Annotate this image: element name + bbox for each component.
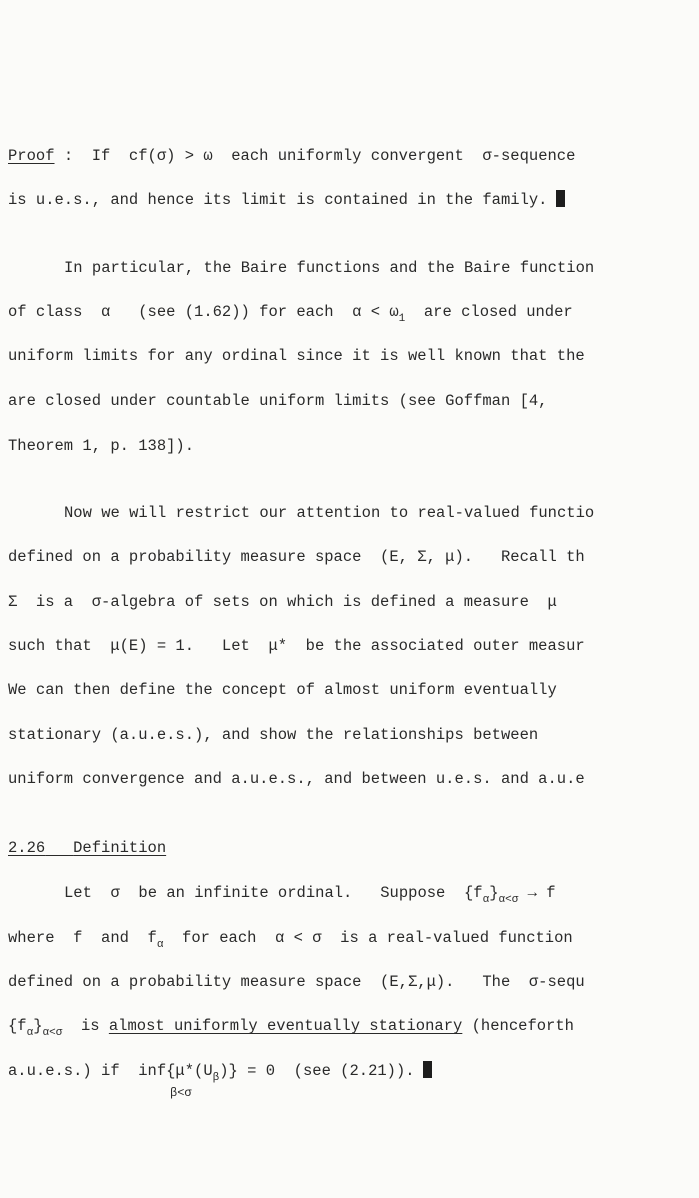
text-line: Σ is a σ-algebra of sets on which is defined a measure μ <box>8 593 557 611</box>
line-text: } <box>489 884 499 902</box>
line-text: a.u.e.s.) if inf{μ*(U <box>8 1062 213 1080</box>
text-line: are closed under countable uniform limits (see Goffman [4, <box>8 392 548 410</box>
subscript: 1 <box>398 313 406 325</box>
defined-term: almost uniformly eventually stationary <box>108 1017 463 1035</box>
line-text: {f <box>8 1017 27 1035</box>
line-text: Let σ be an infinite ordinal. Suppose {f <box>64 884 483 902</box>
line-text: → f <box>518 884 556 902</box>
text-line: We can then define the concept of almost uniform eventually <box>8 681 557 699</box>
subscript: α <box>156 939 164 951</box>
definition-line: defined on a probability measure space (E,Σ,μ). The σ-sequ <box>8 973 585 991</box>
text-line: In particular, the Baire functions and the Baire function <box>64 259 595 277</box>
line-text: } <box>33 1017 43 1035</box>
text-line <box>8 190 565 210</box>
line-text: of class α (see (1.62)) for each α < ω <box>8 303 399 321</box>
text-line: Now we will restrict our attention to real-valued functio <box>64 504 595 522</box>
section-heading <box>8 838 166 858</box>
definition-line <box>8 1016 574 1038</box>
proof-label: Proof <box>8 147 55 165</box>
subscript: α <box>482 894 490 906</box>
subscript: β <box>212 1072 220 1084</box>
line-text: are closed under <box>405 303 573 321</box>
definition-line <box>8 1061 432 1083</box>
line-text: where f and f <box>8 929 157 947</box>
heading-title: Definition <box>73 839 167 857</box>
text-line: uniform limits for any ordinal since it is well known that the <box>8 347 585 365</box>
subscript: α <box>26 1027 34 1039</box>
qed-mark <box>556 190 565 207</box>
line-text: )} = 0 (see (2.21)). <box>219 1062 415 1080</box>
text-line <box>8 302 573 324</box>
line-text: is <box>62 1017 109 1035</box>
line-text: for each α < σ is a real-valued function <box>163 929 573 947</box>
line-text: is u.e.s., and hence its limit is contained in the family. <box>8 191 548 209</box>
text-line: uniform convergence and a.u.e.s., and between u.e.s. and a.u.e <box>8 770 585 788</box>
text-line: stationary (a.u.e.s.), and show the relationships between <box>8 726 539 744</box>
heading-number: 2.26 <box>8 839 46 857</box>
text-line <box>8 146 575 166</box>
line-text: : If cf(σ) > ω each uniformly convergent σ-sequence <box>54 147 576 165</box>
definition-line <box>8 928 573 950</box>
qed-mark <box>423 1061 432 1078</box>
inf-subscript: β<σ <box>170 1086 192 1100</box>
definition-line <box>64 883 556 905</box>
subscript: α<σ <box>498 894 519 906</box>
text-line: defined on a probability measure space (E, Σ, μ). Recall th <box>8 548 585 566</box>
text-line: Theorem 1, p. 138]). <box>8 437 195 455</box>
text-line: such that μ(E) = 1. Let μ* be the associated outer measur <box>8 637 585 655</box>
subscript: α<σ <box>42 1027 63 1039</box>
line-text: (henceforth <box>462 1017 574 1035</box>
